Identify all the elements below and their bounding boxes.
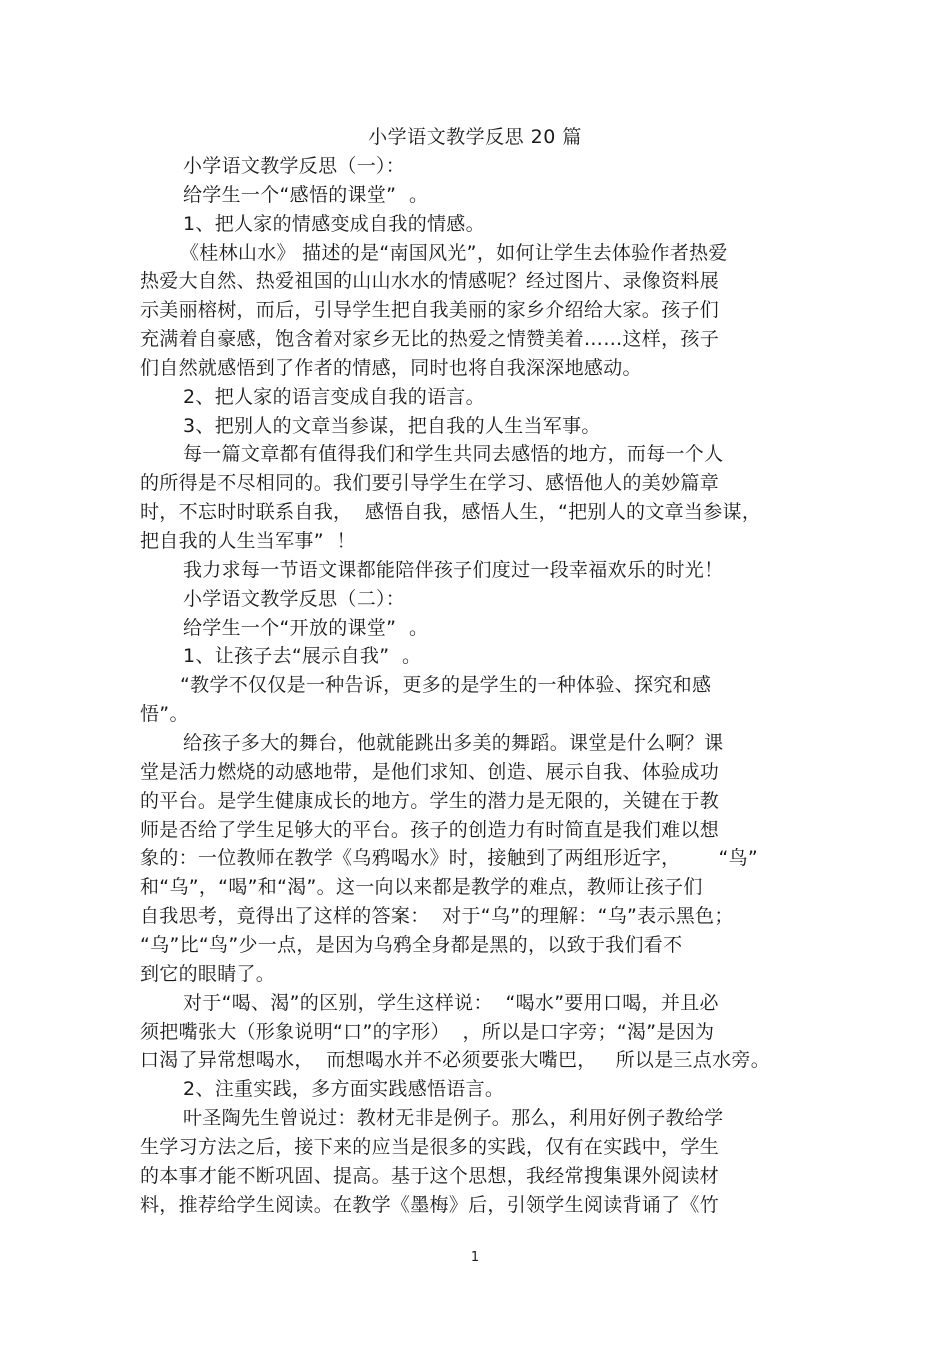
paragraph-line: “乌”比“鸟”少一点，是因为乌鸦全身都是黑的，以致于我们看不 bbox=[140, 934, 683, 956]
paragraph-line: 给孩子多大的舞台，他就能跳出多美的舞蹈。课堂是什么啊？课 bbox=[183, 732, 724, 754]
document-title: 小学语文教学反思 20 篇 bbox=[368, 126, 582, 148]
paragraph-line: 堂是活力燃烧的动感地带，是他们求知、创造、展示自我、体验成功 bbox=[140, 761, 720, 783]
page-number: 1 bbox=[470, 1250, 480, 1265]
paragraph-line: 自我思考，竟得出了这样的答案： 对于“乌”的理解：“乌”表示黑色； bbox=[140, 905, 734, 927]
point-heading: 1、把人家的情感变成自我的情感。 bbox=[183, 213, 485, 235]
point-heading: 3、把别人的文章当参谋，把自我的人生当军事。 bbox=[183, 415, 601, 437]
paragraph-line: 和“乌”，“喝”和“渴”。这一向以来都是教学的难点，教师让孩子们 bbox=[140, 876, 703, 898]
paragraph-line: 叶圣陶先生曾说过：教材无非是例子。那么，利用好例子教给学 bbox=[183, 1107, 724, 1129]
paragraph-line: 的所得是不尽相同的。我们要引导学生在学习、感悟他人的美妙篇章 bbox=[140, 472, 720, 494]
paragraph-line: 们自然就感悟到了作者的情感，同时也将自我深深地感动。 bbox=[140, 357, 642, 379]
point-heading: 2、注重实践，多方面实践感悟语言。 bbox=[183, 1078, 505, 1100]
paragraph-line: 师是否给了学生足够大的平台。孩子的创造力有时简直是我们难以想 bbox=[140, 819, 720, 841]
paragraph-line: “教学不仅仅是一种告诉，更多的是学生的一种体验、探究和感 bbox=[180, 674, 712, 696]
paragraph-line: 须把嘴张大（形象说明“口”的字形） ，所以是口字旁；“渴”是因为 bbox=[140, 1021, 715, 1043]
paragraph-line: 的本事才能不断巩固、提高。基于这个思想，我经常搜集课外阅读材 bbox=[140, 1165, 720, 1187]
paragraph-line: 时，不忘时时联系自我， 感悟自我，感悟人生，“把别人的文章当参谋， bbox=[140, 501, 762, 523]
paragraph-line: 充满着自豪感，饱含着对家乡无比的热爱之情赞美着……这样，孩子 bbox=[140, 328, 720, 350]
point-heading: 1、让孩子去“展示自我” 。 bbox=[183, 645, 422, 667]
section-heading: 小学语文教学反思（一）： bbox=[183, 155, 406, 177]
paragraph-line: 的平台。是学生健康成长的地方。学生的潜力是无限的，关键在于教 bbox=[140, 790, 720, 812]
point-heading: 2、把人家的语言变成自我的语言。 bbox=[183, 386, 485, 408]
paragraph-line: 口渴了异常想喝水， 而想喝水并不必须要张大嘴巴， 所以是三点水旁。 bbox=[140, 1049, 770, 1071]
paragraph-line: 示美丽榕树，而后，引导学生把自我美丽的家乡介绍给大家。孩子们 bbox=[140, 299, 720, 321]
subheading: 给学生一个“开放的课堂” 。 bbox=[183, 617, 429, 639]
paragraph-line: 每一篇文章都有值得我们和学生共同去感悟的地方，而每一个人 bbox=[183, 443, 724, 465]
paragraph-line: 《桂林山水》 描述的是“南国风光”，如何让学生去体验作者热爱 bbox=[180, 242, 728, 264]
paragraph-line: 我力求每一节语文课都能陪伴孩子们度过一段幸福欢乐的时光！ bbox=[183, 559, 724, 581]
paragraph-line: 悟”。 bbox=[140, 703, 189, 725]
paragraph-line: 象的：一位教师在教学《乌鸦喝水》时，接触到了两组形近字， “鸟” bbox=[140, 847, 759, 869]
subheading: 给学生一个“感悟的课堂” 。 bbox=[183, 184, 429, 206]
paragraph-line: 到它的眼睛了。 bbox=[140, 963, 276, 985]
paragraph-line: 对于“喝、渴”的区别，学生这样说： “喝水”要用口喝，并且必 bbox=[183, 992, 719, 1014]
paragraph-line: 料，推荐给学生阅读。在教学《墨梅》后，引领学生阅读背诵了《竹 bbox=[140, 1194, 720, 1216]
paragraph-line: 热爱大自然、热爱祖国的山山水水的情感呢？经过图片、录像资料展 bbox=[140, 270, 720, 292]
paragraph-line: 生学习方法之后，接下来的应当是很多的实践，仅有在实践中，学生 bbox=[140, 1136, 720, 1158]
section-heading: 小学语文教学反思（二）： bbox=[183, 588, 406, 610]
paragraph-line: 把自我的人生当军事” ！ bbox=[140, 530, 356, 552]
